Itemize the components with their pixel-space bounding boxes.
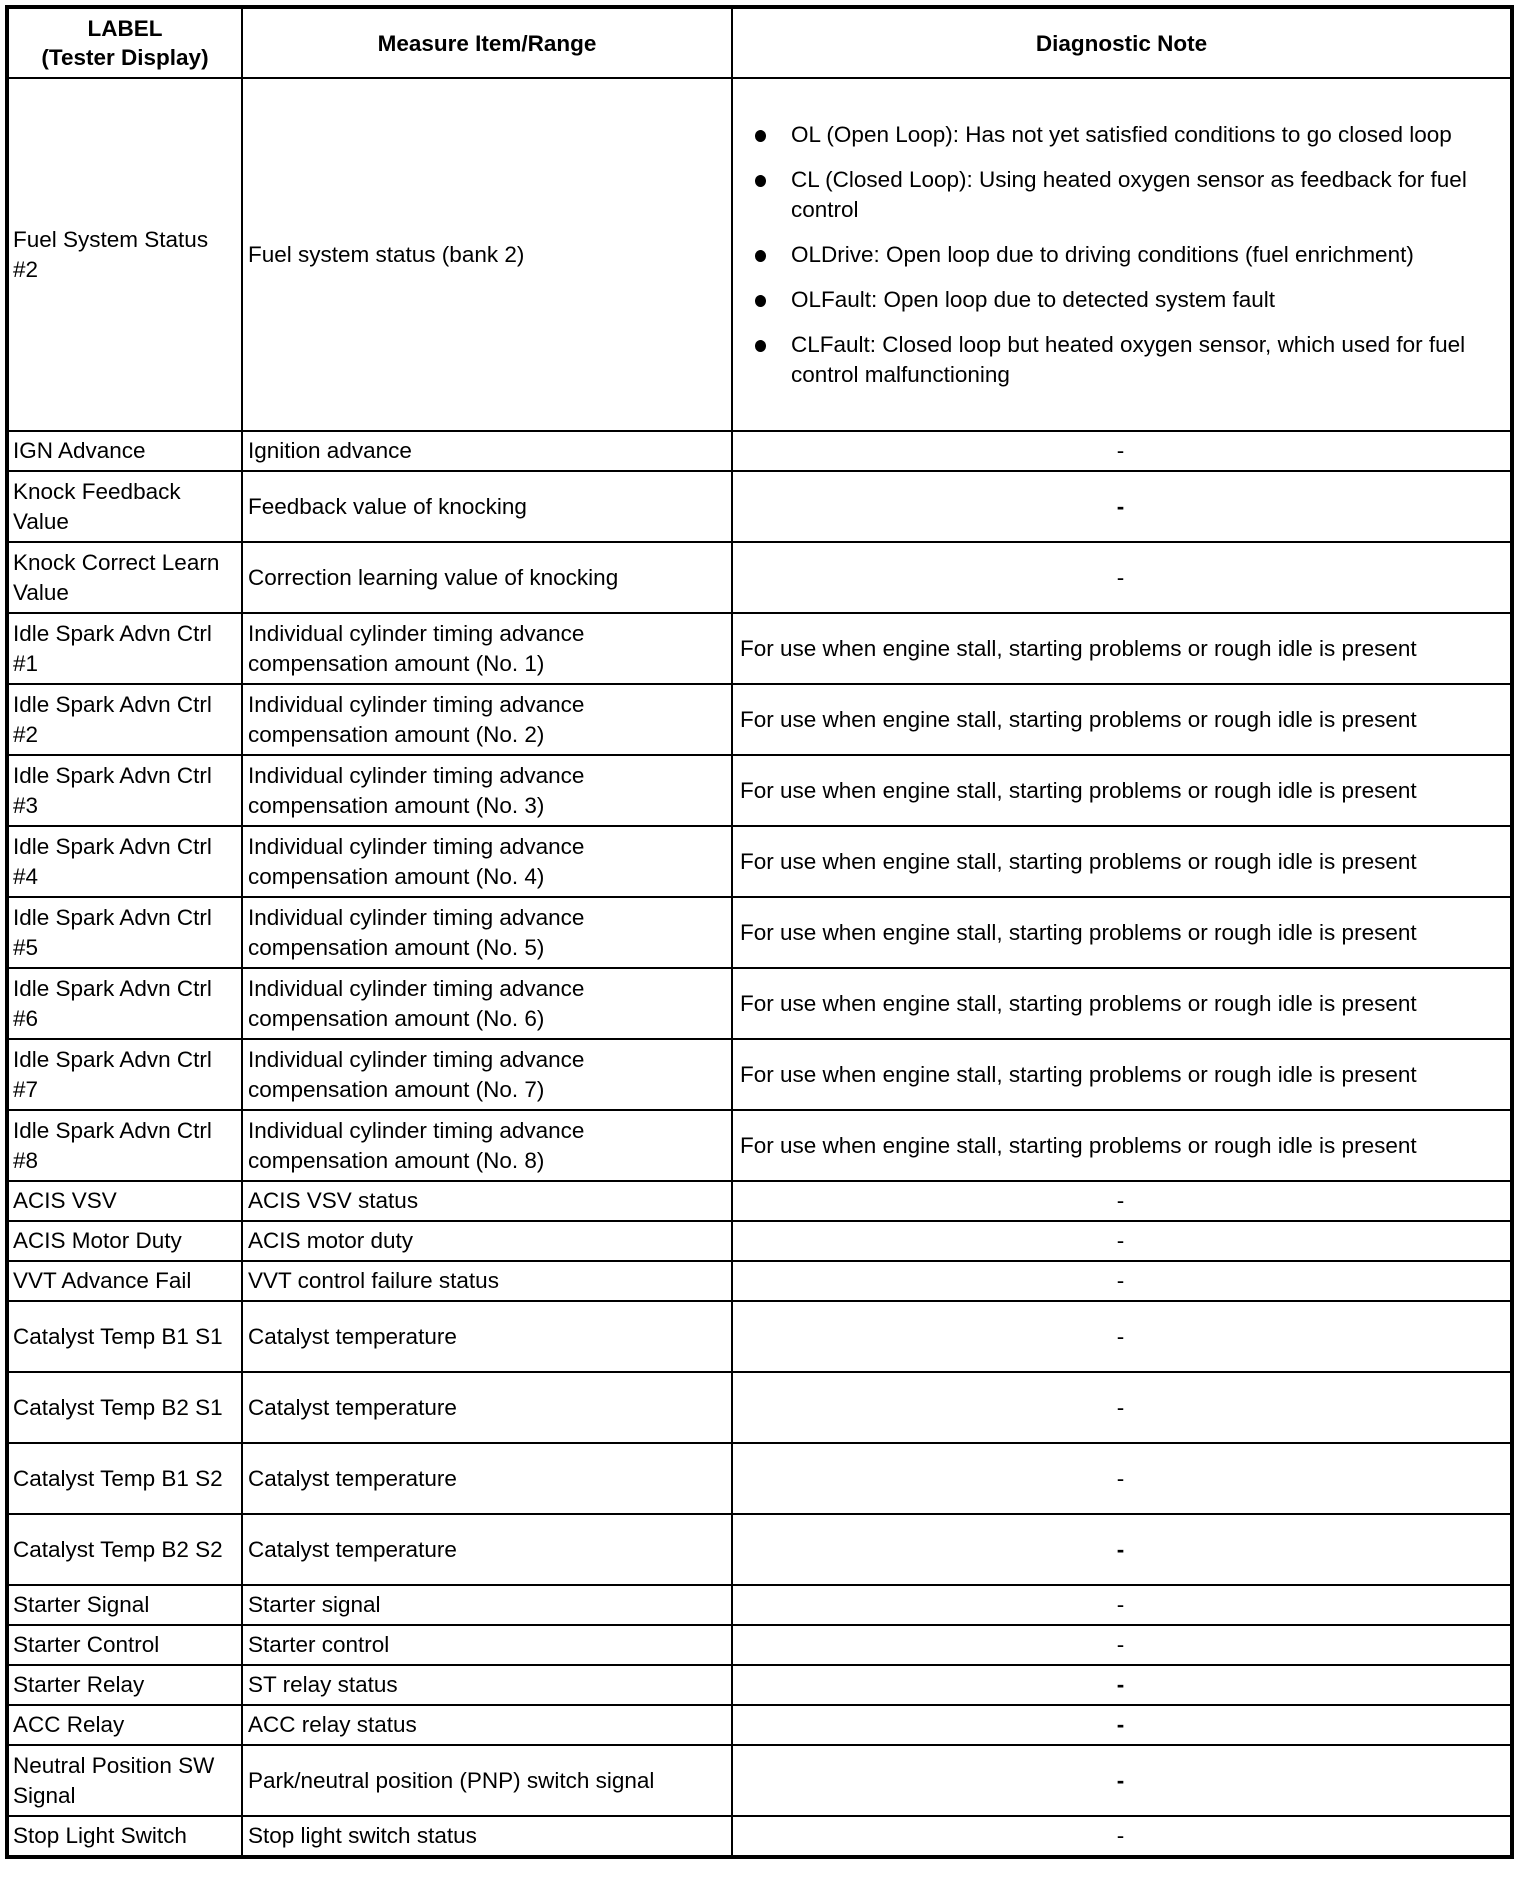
- measure-cell: Individual cylinder timing advance compensation amount (No. 5): [242, 897, 732, 968]
- table-row: [7, 1443, 1512, 1514]
- measure-cell: Fuel system status (bank 2): [242, 78, 732, 431]
- bullet-text: OLDrive: Open loop due to driving conditions (fuel enrichment): [791, 241, 1414, 267]
- label-cell: IGN Advance: [7, 431, 242, 471]
- bullet-icon: [755, 295, 766, 307]
- note-cell: -: [732, 1514, 1512, 1585]
- measure-cell: Individual cylinder timing advance compensation amount (No. 8): [242, 1110, 732, 1181]
- note-cell: For use when engine stall, starting problems or rough idle is present: [732, 684, 1512, 755]
- measure-cell: Catalyst temperature: [242, 1514, 732, 1585]
- measure-cell: Individual cylinder timing advance compensation amount (No. 2): [242, 684, 732, 755]
- table-row: [7, 1625, 1512, 1665]
- note-cell: [732, 78, 1512, 431]
- bullet-icon: [755, 340, 766, 352]
- table-row: [7, 542, 1512, 613]
- label-cell: Idle Spark Advn Ctrl #1: [7, 613, 242, 684]
- table-row: [7, 78, 1512, 431]
- measure-cell: Individual cylinder timing advance compensation amount (No. 4): [242, 826, 732, 897]
- measure-cell: Starter control: [242, 1625, 732, 1665]
- note-cell: -: [732, 542, 1512, 613]
- measure-cell: Individual cylinder timing advance compensation amount (No. 1): [242, 613, 732, 684]
- label-cell: Idle Spark Advn Ctrl #6: [7, 968, 242, 1039]
- table-row: [7, 826, 1512, 897]
- label-cell: Idle Spark Advn Ctrl #7: [7, 1039, 242, 1110]
- measure-cell: Catalyst temperature: [242, 1372, 732, 1443]
- note-cell: -: [732, 1705, 1512, 1745]
- measure-cell: Park/neutral position (PNP) switch signal: [242, 1745, 732, 1816]
- label-cell: Catalyst Temp B2 S2: [7, 1514, 242, 1585]
- note-cell: -: [732, 1221, 1512, 1261]
- note-cell: -: [732, 1181, 1512, 1221]
- note-cell: For use when engine stall, starting problems or rough idle is present: [732, 826, 1512, 897]
- label-cell: Starter Control: [7, 1625, 242, 1665]
- bullet-text: CL (Closed Loop): Using heated oxygen sensor as feedback for fuel control: [791, 166, 1467, 222]
- bullet-icon: [755, 250, 766, 262]
- note-cell: For use when engine stall, starting problems or rough idle is present: [732, 755, 1512, 826]
- bullet-text: CLFault: Closed loop but heated oxygen sensor, which used for fuel control malfunctioning: [791, 331, 1466, 387]
- table-row: [7, 431, 1512, 471]
- note-cell: -: [732, 1816, 1512, 1857]
- table-row: [7, 1705, 1512, 1745]
- note-cell: -: [732, 1372, 1512, 1443]
- label-cell: Knock Correct Learn Value: [7, 542, 242, 613]
- table-row: [7, 1181, 1512, 1221]
- measure-cell: ACC relay status: [242, 1705, 732, 1745]
- label-cell: Neutral Position SW Signal: [7, 1745, 242, 1816]
- table-row: [7, 968, 1512, 1039]
- measure-cell: Correction learning value of knocking: [242, 542, 732, 613]
- label-cell: ACIS VSV: [7, 1181, 242, 1221]
- label-cell: Catalyst Temp B2 S1: [7, 1372, 242, 1443]
- table-header-row: [7, 7, 1512, 78]
- bullet-item: [755, 330, 1492, 390]
- header-label: [7, 7, 242, 78]
- note-cell: For use when engine stall, starting problems or rough idle is present: [732, 1110, 1512, 1181]
- measure-cell: VVT control failure status: [242, 1261, 732, 1301]
- bullet-item: [755, 240, 1492, 270]
- bullet-item: [755, 165, 1492, 225]
- table-row: [7, 1039, 1512, 1110]
- bullet-icon: [755, 175, 766, 187]
- header-measure: Measure Item/Range: [242, 7, 732, 78]
- bullet-item: [755, 285, 1492, 315]
- label-cell: Knock Feedback Value: [7, 471, 242, 542]
- label-cell: Catalyst Temp B1 S2: [7, 1443, 242, 1514]
- label-cell: VVT Advance Fail: [7, 1261, 242, 1301]
- table-row: [7, 897, 1512, 968]
- note-cell: -: [732, 1665, 1512, 1705]
- table-row: [7, 1514, 1512, 1585]
- note-cell: -: [732, 431, 1512, 471]
- note-cell: For use when engine stall, starting problems or rough idle is present: [732, 1039, 1512, 1110]
- label-cell: Stop Light Switch: [7, 1816, 242, 1857]
- note-cell: For use when engine stall, starting problems or rough idle is present: [732, 968, 1512, 1039]
- measure-cell: Feedback value of knocking: [242, 471, 732, 542]
- table-row: [7, 613, 1512, 684]
- label-cell: Idle Spark Advn Ctrl #5: [7, 897, 242, 968]
- measure-cell: Ignition advance: [242, 431, 732, 471]
- measure-cell: Catalyst temperature: [242, 1443, 732, 1514]
- label-cell: Fuel System Status #2: [7, 78, 242, 431]
- bullet-text: OL (Open Loop): Has not yet satisfied conditions to go closed loop: [791, 121, 1452, 147]
- measure-cell: ACIS VSV status: [242, 1181, 732, 1221]
- measure-cell: Individual cylinder timing advance compensation amount (No. 3): [242, 755, 732, 826]
- header-label-line1: LABEL: [87, 16, 163, 41]
- table-row: [7, 684, 1512, 755]
- measure-cell: ACIS motor duty: [242, 1221, 732, 1261]
- measure-cell: Stop light switch status: [242, 1816, 732, 1857]
- bullet-text: OLFault: Open loop due to detected system fault: [791, 286, 1276, 312]
- label-cell: Catalyst Temp B1 S1: [7, 1301, 242, 1372]
- note-cell: -: [732, 1301, 1512, 1372]
- header-note: Diagnostic Note: [732, 7, 1512, 78]
- table-row: [7, 471, 1512, 542]
- fuel-status-bullet-list: [737, 116, 1504, 390]
- bullet-icon: [755, 130, 766, 142]
- note-cell: For use when engine stall, starting problems or rough idle is present: [732, 897, 1512, 968]
- table-row: [7, 1816, 1512, 1857]
- note-cell: -: [732, 1261, 1512, 1301]
- table-row: [7, 1261, 1512, 1301]
- label-cell: Starter Relay: [7, 1665, 242, 1705]
- measure-cell: ST relay status: [242, 1665, 732, 1705]
- note-cell: For use when engine stall, starting problems or rough idle is present: [732, 613, 1512, 684]
- label-cell: Idle Spark Advn Ctrl #8: [7, 1110, 242, 1181]
- note-cell: -: [732, 1745, 1512, 1816]
- table-row: [7, 755, 1512, 826]
- table-row: [7, 1110, 1512, 1181]
- measure-cell: Individual cylinder timing advance compensation amount (No. 7): [242, 1039, 732, 1110]
- label-cell: Idle Spark Advn Ctrl #3: [7, 755, 242, 826]
- note-cell: -: [732, 471, 1512, 542]
- header-label-line2: (Tester Display): [41, 45, 209, 70]
- measure-cell: Individual cylinder timing advance compensation amount (No. 6): [242, 968, 732, 1039]
- table-row: [7, 1301, 1512, 1372]
- note-cell: -: [732, 1585, 1512, 1625]
- measure-cell: Starter signal: [242, 1585, 732, 1625]
- note-cell: -: [732, 1443, 1512, 1514]
- table-row: [7, 1585, 1512, 1625]
- label-cell: ACIS Motor Duty: [7, 1221, 242, 1261]
- measure-cell: Catalyst temperature: [242, 1301, 732, 1372]
- table-row: [7, 1745, 1512, 1816]
- label-cell: Idle Spark Advn Ctrl #4: [7, 826, 242, 897]
- table-row: [7, 1372, 1512, 1443]
- note-cell: -: [732, 1625, 1512, 1665]
- bullet-item: [755, 120, 1492, 150]
- label-cell: ACC Relay: [7, 1705, 242, 1745]
- table-row: [7, 1665, 1512, 1705]
- table-row: [7, 1221, 1512, 1261]
- diagnostic-data-table: [5, 5, 1514, 1859]
- label-cell: Starter Signal: [7, 1585, 242, 1625]
- label-cell: Idle Spark Advn Ctrl #2: [7, 684, 242, 755]
